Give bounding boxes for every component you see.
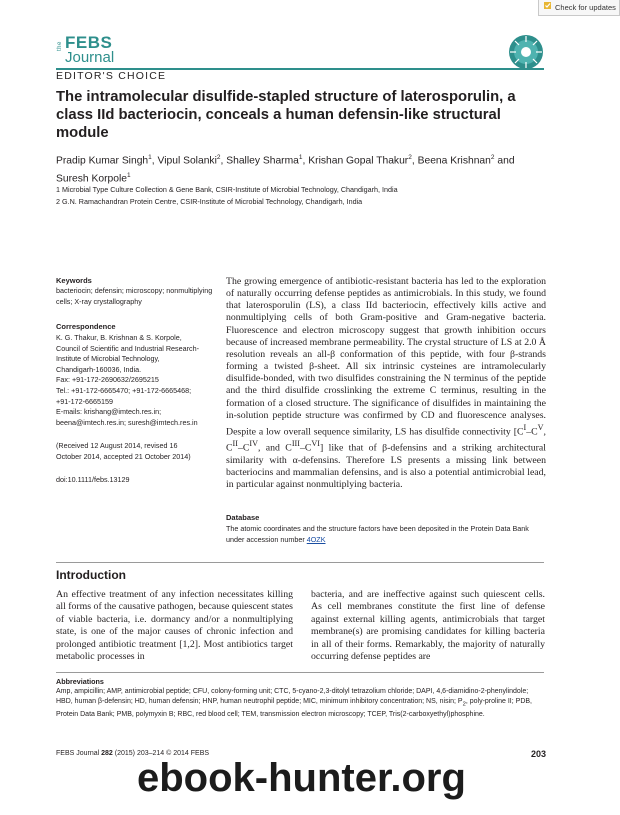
doi[interactable]: doi:10.1111/febs.13129 (56, 475, 130, 484)
database-text (226, 524, 546, 545)
logo-the: the (57, 41, 63, 51)
author-list (56, 151, 546, 187)
abstract-text: –C (237, 442, 250, 454)
abbreviations-part: , poly-proline II; PDB, Protein Data Bank; PMB, polymyxin B; RBC, red blood cell; TEM, transmission electron microscopy; TCEP, Tris(2-carboxyethyl)phosphine. (56, 698, 532, 718)
author-separator: , (302, 155, 309, 167)
abbreviations-text (56, 687, 542, 720)
article-title: The intramolecular disulfide-stapled structure of laterosporulin, a class IId bacteriocin, conceals a human defensin-like structural module (56, 89, 516, 141)
author-affiliation: 2 (408, 154, 412, 161)
journal-logo (57, 33, 127, 67)
roman-numeral: IV (249, 439, 259, 449)
introduction-column-2: bacteria, and are ineffective against such quiescent cells. As cell membranes constitute the first line of defense against external killing agents, antimicrobials that target membrane(s) are promising candidates for killing bacteria in all of their forms. Remarkably, the majority of naturally occurring defense peptides are (311, 589, 545, 663)
abstract-text: –C (299, 442, 312, 454)
abstract-text: , and C (258, 442, 292, 454)
roman-numeral: II (232, 439, 238, 449)
affiliation-2: 2 G.N. Ramachandran Protein Centre, CSIR-Institute of Microbial Technology, Chandigarh, India (56, 197, 363, 206)
author: Beena Krishnan (417, 155, 491, 167)
received-dates: (Received 12 August 2014, revised 16 October 2014, accepted 21 October 2014) (56, 441, 191, 461)
abstract-text: –C (526, 426, 538, 438)
author: Suresh Korpole (56, 173, 127, 185)
roman-numeral: VI (311, 439, 321, 449)
author-affiliation: 2 (490, 154, 495, 161)
author: Vipul Solanki (157, 155, 217, 167)
update-icon (543, 0, 552, 16)
author: Krishan Gopal Thakur (308, 155, 409, 167)
correspondence-heading: Correspondence (56, 322, 116, 331)
abbreviations-part: Amp, ampicillin; AMP, antimicrobial peptide; CFU, colony-forming unit; CTC, 5-cyano-2,3-ditolyl tetrazolium chloride; DAPI, 4,6-diamidino-2-phenylindole; HBD, human β-defensin; HD, human defensin; HNP, human neutrophil peptide; MIC, minimum inhibitory concentration; NS, nisin; P (56, 688, 529, 706)
subscript: 2 (462, 701, 466, 708)
section-label: EDITOR'S CHOICE (56, 70, 167, 82)
roman-numeral: I (523, 422, 527, 432)
author-affiliation: 1 (298, 154, 303, 161)
author-separator: , (411, 155, 418, 167)
introduction-column-1: An effective treatment of any infection necessitates killing all forms of the causative pathogen, because quiescent states of viable bacteria, i.e. dormancy and/or a nonmultiplying state, is one of the major causes of chronic infection and prolonged antibiotic treatment [1,2]. Most antibiotics target metabolic processes in (56, 589, 293, 663)
abstract-text: The growing emergence of antibiotic-resistant bacteria has led to the exploration of naturally occurring defense peptides as antimicrobials. In this study, we found that laterosporulin (LS), a class IId bacteriocin, effectively kills active and nonmultiplying cells of both Gram-positive and Gram-negative bacteria. Fluorescence and electron microscopy suggest that growth inhibition occurs because of increased membrane permeability. The crystal structure of LS at 2.0 Å resolution reveals an all-β conformation of this peptide, with four β-strands forming a twisted β-sheet. All six intrinsic cysteines are intramolecularly disulfide-bonded, with two disulfides constraining the N terminus of the peptide and the third disulfide crosslinking the extreme C terminus, resulting in the formation of a closed structure. The significance of disulfides in maintaining the in-solution peptide structure was confirmed by CD and fluorescence analyses. Despite a low overall sequence similarity, LS has disulfide connectivity [C (226, 276, 546, 438)
keywords-heading: Keywords (56, 276, 92, 285)
check-for-updates-button[interactable] (538, 0, 620, 16)
roman-numeral: V (537, 422, 544, 432)
author-affiliation: 2 (216, 154, 221, 161)
keywords-text: bacteriocin; defensin; microscopy; nonmultiplying cells; X-ray crystallography (56, 286, 213, 306)
author-separator: , (151, 155, 158, 167)
author-affiliation: 1 (148, 154, 152, 161)
pdb-accession-link[interactable]: 4OZK (306, 534, 326, 544)
abstract-text: ] like that of β-defensins and a striking architectural similarity with α-defensins. Therefore LS presents a missing link between bacteriocins and mammalian defensins, and is also a potential antimicrobial lead, in particular against nonmultiplying bacteria. (226, 442, 547, 491)
watermark: ebook-hunter.org (137, 756, 466, 800)
author-affiliation: 1 (126, 171, 131, 179)
logo-febs: FEBS (65, 33, 113, 52)
page-number: 203 (531, 749, 547, 759)
roman-numeral: III (291, 439, 300, 449)
check-for-updates-label: Check for updates (555, 3, 616, 12)
febs-emblem-icon (508, 34, 544, 70)
footer-rest: (2015) 203–214 © 2014 FEBS (112, 750, 210, 757)
introduction-heading: Introduction (56, 568, 126, 582)
author: Shalley Sharma (226, 155, 299, 167)
footer-journal: FEBS Journal (56, 750, 102, 757)
database-heading: Database (226, 513, 260, 522)
database-description: The atomic coordinates and the structure factors have been deposited in the Protein Data Bank under accession number (226, 524, 529, 544)
section-divider (56, 562, 544, 563)
abstract (226, 276, 546, 491)
author-separator: and (494, 155, 515, 167)
logo-journal: Journal (65, 49, 115, 66)
author-separator: , (220, 155, 227, 167)
footer-volume: 282 (101, 750, 113, 757)
abbreviations-divider (56, 672, 544, 673)
author: Pradip Kumar Singh (56, 155, 149, 167)
affiliation-1: 1 Microbial Type Culture Collection & Gene Bank, CSIR-Institute of Microbial Technology, Chandigarh, India (56, 185, 398, 194)
correspondence-text: K. G. Thakur, B. Krishnan & S. Korpole, Council of Scientific and Industrial Research-Institute of Microbial Technology, Chandigarh-160036, India. Fax: +91-172-2690632/2695215 Tel.: +91-172-6665470; +91-172-6665468; +91-172-6665159 E-mails: krishang@imtech.res.in; beena@imtech.res.in; suresh@imtech.res.in (56, 333, 200, 427)
abbreviations-heading: Abbreviations (56, 677, 104, 686)
abstract-text: , C (226, 426, 546, 454)
